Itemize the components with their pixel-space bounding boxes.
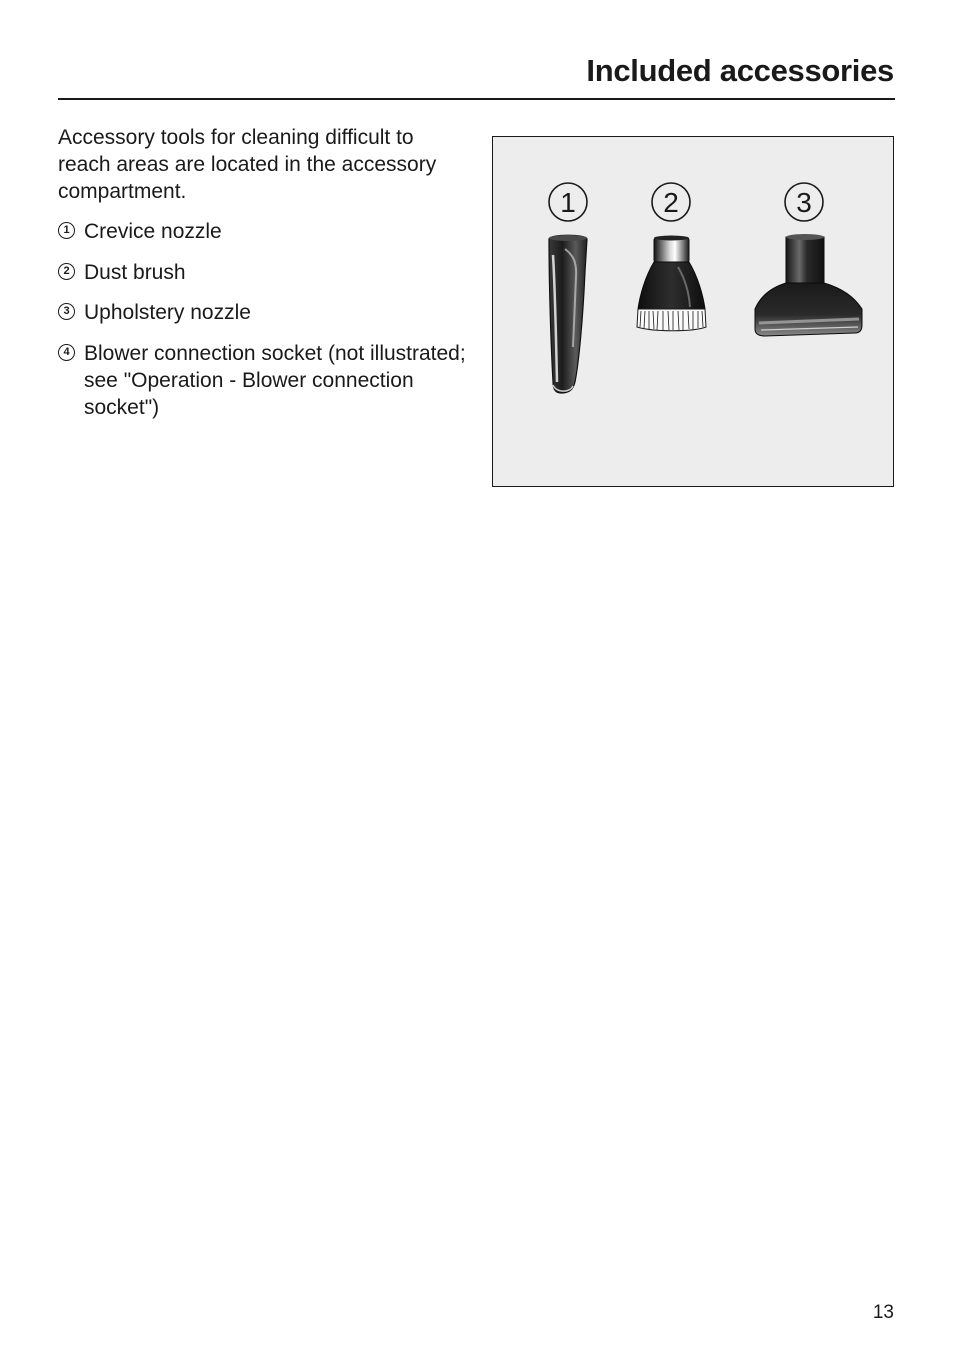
accessories-illustration xyxy=(492,136,894,487)
circled-number: 2 xyxy=(58,263,75,280)
callout-number: 1 xyxy=(560,187,576,218)
crevice-nozzle-illustration xyxy=(549,235,587,393)
list-item xyxy=(58,218,468,245)
dust-brush-illustration xyxy=(637,236,706,331)
callout-3 xyxy=(785,183,823,221)
callout-number: 2 xyxy=(663,187,679,218)
list-item xyxy=(58,340,468,421)
list-item xyxy=(58,299,468,326)
page-title: Included accessories xyxy=(586,53,894,88)
list-item-label: Dust brush xyxy=(84,260,186,284)
intro-paragraph: Accessory tools for cleaning difficult to reach areas are located in the accessory compartment. xyxy=(58,126,437,203)
list-item-label: Blower connection socket (not illustrated; see "Operation - Blower connection socket") xyxy=(84,341,466,419)
callout-2 xyxy=(652,183,690,221)
accessory-list xyxy=(58,218,468,434)
upholstery-nozzle-illustration xyxy=(755,234,862,336)
title-divider xyxy=(58,98,895,100)
callout-number: 3 xyxy=(796,187,812,218)
circled-number: 4 xyxy=(58,344,75,361)
callout-1 xyxy=(549,183,587,221)
page-number: 13 xyxy=(872,1302,894,1323)
list-item xyxy=(58,259,468,286)
circled-number: 3 xyxy=(58,303,75,320)
list-item-label: Upholstery nozzle xyxy=(84,301,251,324)
list-item-label: Crevice nozzle xyxy=(84,220,222,243)
circled-number: 1 xyxy=(58,222,75,239)
accessories-drawing xyxy=(493,137,893,485)
